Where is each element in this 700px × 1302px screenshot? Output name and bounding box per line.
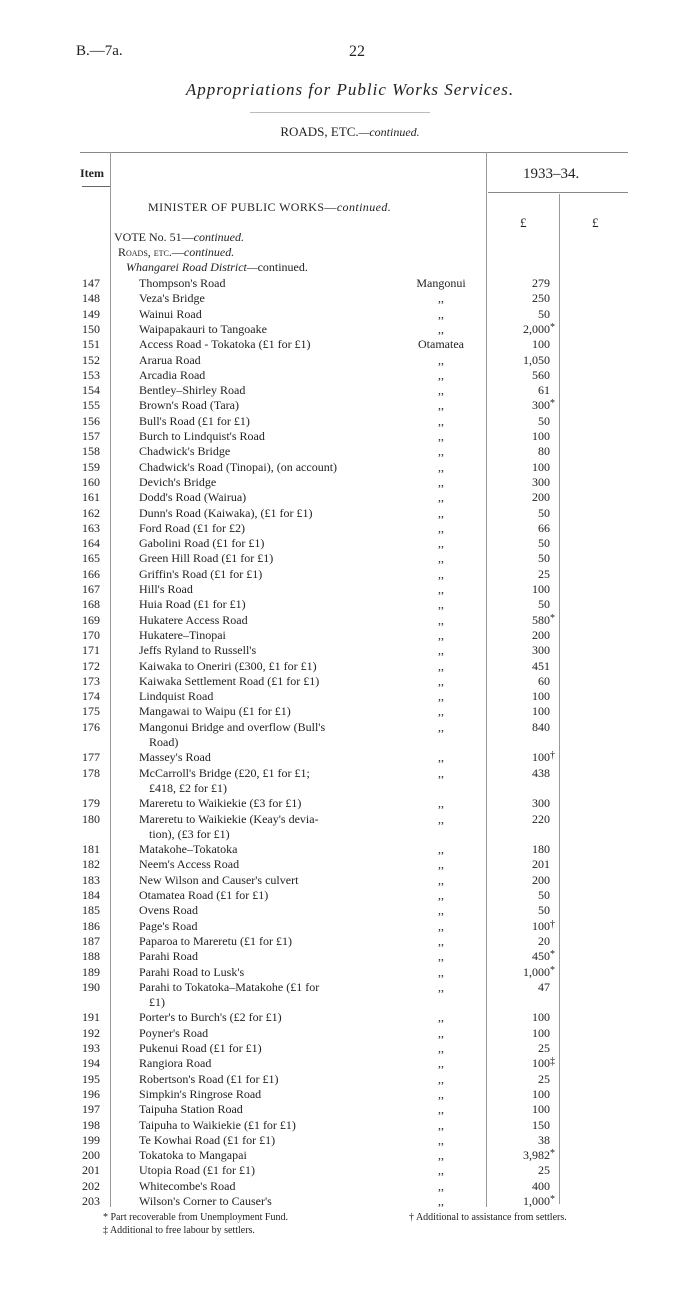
road-district: ,, [438, 1041, 444, 1055]
road-description: Simpkin's Ringrose Road [139, 1086, 262, 1101]
amount-value: 50 [538, 505, 550, 520]
road-description: Page's Road [139, 918, 198, 933]
district-heading [126, 260, 308, 275]
road-district: ,, [438, 566, 444, 581]
amount-value: 50 [538, 903, 550, 918]
road-description: Whitecombe's Road [139, 1178, 236, 1193]
item-number: 155 [82, 398, 100, 413]
item-number: 184 [82, 888, 100, 902]
currency-symbol-col2: £ [592, 215, 599, 230]
district-heading-continued: continued. [257, 260, 308, 274]
section-title-continued: —continued. [358, 125, 420, 139]
road-district: ,, [438, 918, 444, 933]
road-district: ,, [438, 643, 444, 658]
item-number: 165 [82, 551, 100, 566]
item-number: 193 [82, 1041, 100, 1055]
road-district: ,, [438, 857, 444, 872]
item-number: 157 [82, 429, 100, 443]
amount-value: 300 [532, 398, 550, 413]
amount-value: 451 [532, 658, 550, 673]
item-number: 168 [82, 597, 100, 612]
road-district: ,, [438, 1132, 444, 1147]
item-column-header: Item [80, 166, 104, 180]
road-district: ,, [438, 719, 444, 734]
item-number: 154 [82, 383, 100, 398]
road-district: ,, [438, 536, 444, 551]
item-number: 178 [82, 765, 100, 780]
road-district: ,, [438, 872, 444, 887]
road-district: ,, [438, 842, 444, 857]
road-description: New Wilson and Causer's culvert [139, 872, 299, 887]
road-district: ,, [438, 1056, 444, 1071]
amount-value: 50 [538, 413, 550, 428]
vote-heading-continued: continued. [193, 230, 244, 244]
road-description: Kaiwaka to Oneriri (£300, £1 for £1) [139, 658, 317, 673]
road-description: Wainui Road [139, 306, 202, 321]
amount-value: 220 [532, 811, 550, 826]
document-reference: B.—7a. [76, 43, 123, 59]
amount-value: 1,000 [523, 964, 550, 979]
footnote-free-labour: ‡ Additional to free labour by settlers. [103, 1225, 255, 1236]
amount-value: 38 [538, 1132, 550, 1147]
road-district: ,, [438, 352, 444, 367]
item-number: 169 [82, 612, 100, 627]
road-description: Utopia Road (£1 for £1) [139, 1163, 255, 1178]
road-description: Wilson's Corner to Causer's [139, 1194, 272, 1208]
item-number: 175 [82, 704, 100, 719]
amount-value: 580 [532, 612, 550, 627]
footnote-marker: * [550, 964, 555, 976]
road-description: Dunn's Road (Kaiwaka), (£1 for £1) [139, 505, 313, 520]
item-number: 158 [82, 444, 100, 459]
amount-value: 100 [532, 1086, 550, 1101]
item-number: 195 [82, 1071, 100, 1086]
road-district: ,, [438, 1071, 444, 1086]
item-number: 170 [82, 627, 100, 642]
item-column-divider [110, 152, 111, 1207]
road-description: Hukatere–Tinopai [139, 627, 226, 642]
item-number: 147 [82, 276, 100, 290]
amount-value: 1,050 [523, 352, 550, 367]
road-district: ,, [438, 658, 444, 673]
road-district: ,, [438, 474, 444, 489]
road-district: ,, [438, 1178, 444, 1193]
item-number: 156 [82, 413, 100, 428]
item-number: 200 [82, 1148, 100, 1163]
amount-value: 100 [532, 918, 550, 933]
item-number: 197 [82, 1102, 100, 1117]
road-description: Mangawai to Waipu (£1 for £1) [139, 704, 291, 719]
road-description: Chadwick's Road (Tinopai), (on account) [139, 459, 338, 474]
amount-value: 60 [538, 673, 550, 688]
road-description: Bull's Road (£1 for £1) [139, 413, 250, 428]
road-description: Brown's Road (Tara) [139, 398, 239, 413]
item-number: 179 [82, 796, 100, 811]
item-number: 151 [82, 337, 100, 352]
amount-value: 2,000 [523, 321, 550, 336]
amount-value: 100 [532, 1056, 550, 1071]
amount-value: 80 [538, 444, 550, 459]
road-description: Poyner's Road [139, 1025, 209, 1040]
amount-value: 66 [538, 520, 550, 535]
road-description: Green Hill Road (£1 for £1) [139, 551, 274, 566]
item-number: 203 [82, 1194, 100, 1208]
amount-value: 100 [532, 750, 550, 765]
year-header-rule [488, 192, 628, 193]
item-number: 201 [82, 1163, 100, 1178]
amount-value: 47 [538, 979, 550, 994]
road-description: Ovens Road [139, 903, 198, 918]
title-divider [250, 112, 430, 113]
item-number: 167 [82, 582, 100, 596]
item-number: 173 [82, 673, 100, 688]
road-description: Tokatoka to Mangapai [139, 1148, 247, 1163]
item-number: 163 [82, 520, 100, 535]
vote-heading [114, 230, 244, 245]
road-description: Porter's to Burch's (£2 for £1) [139, 1010, 282, 1025]
amount-value: 50 [538, 306, 550, 321]
item-number: 149 [82, 306, 100, 321]
amount-value: 100 [532, 337, 550, 352]
item-number: 148 [82, 291, 100, 306]
amount-value: 20 [538, 933, 550, 948]
road-description: Hukatere Access Road [139, 612, 248, 627]
amount-value: 50 [538, 888, 550, 902]
road-description: Parahi to Tokatoka–Matakohe (£1 for [139, 979, 320, 994]
item-number: 183 [82, 872, 100, 887]
item-number: 162 [82, 505, 100, 520]
road-district: ,, [438, 811, 444, 826]
item-number: 150 [82, 321, 100, 336]
road-district: ,, [438, 1102, 444, 1117]
amount-value: 100 [532, 1010, 550, 1025]
amount-column-divider [486, 152, 487, 1207]
footnote-marker: * [550, 1148, 555, 1160]
item-number: 166 [82, 566, 100, 581]
road-description: Access Road - Tokatoka (£1 for £1) [139, 337, 311, 352]
year-header: 1933–34. [523, 166, 580, 182]
road-description: Thompson's Road [139, 276, 226, 290]
amount-value: 3,982 [523, 1148, 550, 1163]
item-number: 188 [82, 949, 100, 964]
item-number: 171 [82, 643, 100, 658]
road-description: Huia Road (£1 for £1) [139, 597, 246, 612]
road-district: ,, [438, 1163, 444, 1178]
road-description: Paparoa to Mareretu (£1 for £1) [139, 933, 292, 948]
road-district: Mangonui [416, 276, 466, 290]
road-district: ,, [438, 367, 444, 382]
amount-value: 840 [532, 719, 550, 734]
page-number: 22 [349, 43, 365, 60]
amount-value: 300 [532, 643, 550, 658]
amount-value: 150 [532, 1117, 550, 1132]
footnote-marker: * [550, 321, 555, 333]
road-description: Lindquist Road [139, 689, 214, 704]
amount-value: 25 [538, 1071, 550, 1086]
road-district: ,, [438, 888, 444, 902]
road-description-continued: tion), (£3 for £1) [149, 826, 230, 841]
item-number: 174 [82, 689, 100, 704]
item-number: 161 [82, 490, 100, 505]
item-number: 182 [82, 857, 100, 872]
amount-value: 200 [532, 490, 550, 505]
amount-value: 400 [532, 1178, 550, 1193]
road-description: Rangiora Road [139, 1056, 212, 1071]
road-description: Neem's Access Road [139, 857, 240, 872]
road-district: ,, [438, 1086, 444, 1101]
road-description: Parahi Road to Lusk's [139, 964, 245, 979]
road-description: Jeffs Ryland to Russell's [139, 643, 257, 658]
road-district: ,, [438, 612, 444, 627]
road-description: Kaiwaka Settlement Road (£1 for £1) [139, 673, 320, 688]
road-description: Parahi Road [139, 949, 198, 964]
item-number: 194 [82, 1056, 100, 1071]
amount-value: 50 [538, 551, 550, 566]
road-description: Taipuha Station Road [139, 1102, 243, 1117]
section-title-main: ROADS, ETC. [280, 124, 359, 139]
footnote-marker: † [550, 750, 555, 762]
amount-value: 200 [532, 872, 550, 887]
footnote-marker: * [550, 612, 555, 624]
item-number: 199 [82, 1132, 100, 1147]
minister-heading [148, 200, 391, 215]
road-description: Gabolini Road (£1 for £1) [139, 536, 265, 551]
road-description: Bentley–Shirley Road [139, 383, 246, 398]
road-district: ,, [438, 765, 444, 780]
road-description: Matakohe–Tokatoka [139, 842, 238, 857]
road-description-continued: Road) [149, 734, 179, 749]
item-number: 189 [82, 964, 100, 979]
item-number: 185 [82, 903, 100, 918]
currency-column-divider [559, 194, 560, 1204]
road-district: ,, [438, 949, 444, 964]
road-district: ,, [438, 490, 444, 505]
item-number: 172 [82, 658, 100, 673]
road-description: Dodd's Road (Wairua) [139, 490, 247, 505]
road-district: ,, [438, 429, 444, 443]
table-top-rule [80, 152, 628, 153]
footnote-marker: * [550, 398, 555, 410]
item-header-rule [82, 186, 110, 187]
item-number: 177 [82, 750, 100, 765]
page-title: Appropriations for Public Works Services. [185, 80, 515, 99]
road-district: ,, [438, 505, 444, 520]
amount-value: 25 [538, 1041, 550, 1055]
item-number: 181 [82, 842, 100, 857]
footnote-marker: * [550, 949, 555, 961]
road-description: Taipuha to Waikiekie (£1 for £1) [139, 1117, 296, 1132]
road-description: Griffin's Road (£1 for £1) [139, 566, 263, 581]
road-district: ,, [438, 933, 444, 948]
amount-value: 50 [538, 536, 550, 551]
road-district: ,, [438, 903, 444, 918]
item-number: 152 [82, 352, 100, 367]
amount-value: 1,000 [523, 1194, 550, 1208]
item-number: 187 [82, 933, 100, 948]
road-district: ,, [438, 291, 444, 306]
road-district: ,, [438, 321, 444, 336]
footnote-settler-assistance: † Additional to assistance from settlers. [409, 1212, 567, 1223]
road-description: Ararua Road [139, 352, 201, 367]
roads-heading-main: Roads, etc.— [118, 245, 184, 259]
road-district: ,, [438, 597, 444, 612]
road-description: Hill's Road [139, 582, 193, 596]
section-title [0, 124, 700, 140]
amount-value: 100 [532, 689, 550, 704]
footnote-unemployment-fund: * Part recoverable from Unemployment Fund. [103, 1212, 288, 1223]
item-number: 198 [82, 1117, 100, 1132]
road-description: Mareretu to Waikiekie (£3 for £1) [139, 796, 302, 811]
item-number: 164 [82, 536, 100, 551]
amount-value: 180 [532, 842, 550, 857]
footnote-marker: † [550, 918, 555, 930]
road-district: ,, [438, 1148, 444, 1163]
road-district: ,, [438, 459, 444, 474]
road-district: ,, [438, 1025, 444, 1040]
roads-heading [118, 245, 234, 260]
road-description: Mareretu to Waikiekie (Keay's devia- [139, 811, 319, 826]
road-description: Waipapakauri to Tangoake [139, 321, 267, 336]
minister-heading-main: MINISTER OF PUBLIC WORKS— [148, 200, 337, 214]
roads-heading-continued: continued. [183, 245, 235, 259]
road-district: ,, [438, 979, 444, 994]
amount-value: 450 [532, 949, 550, 964]
road-description: McCarroll's Bridge (£20, £1 for £1; [139, 765, 310, 780]
road-district: ,, [438, 1010, 444, 1025]
road-description: Te Kowhai Road (£1 for £1) [139, 1132, 276, 1147]
amount-value: 100 [532, 1025, 550, 1040]
road-district: ,, [438, 704, 444, 719]
item-number: 196 [82, 1086, 100, 1101]
item-number: 153 [82, 367, 100, 382]
road-district: ,, [438, 1117, 444, 1132]
road-district: ,, [438, 383, 444, 398]
footnote-marker: ‡ [550, 1056, 555, 1068]
item-number: 160 [82, 474, 100, 489]
road-description: Devich's Bridge [139, 474, 217, 489]
road-district: ,, [438, 627, 444, 642]
road-description: Burch to Lindquist's Road [139, 429, 265, 443]
road-district: ,, [438, 689, 444, 704]
road-description: Pukenui Road (£1 for £1) [139, 1041, 262, 1055]
road-description: Massey's Road [139, 750, 211, 765]
amount-value: 25 [538, 566, 550, 581]
amount-value: 201 [532, 857, 550, 872]
amount-value: 250 [532, 291, 550, 306]
amount-value: 100 [532, 459, 550, 474]
item-number: 191 [82, 1010, 100, 1025]
item-number: 190 [82, 979, 100, 994]
item-number: 186 [82, 918, 100, 933]
road-district: ,, [438, 796, 444, 811]
amount-value: 50 [538, 597, 550, 612]
road-district: ,, [438, 444, 444, 459]
district-heading-main: Whangarei Road District— [126, 260, 258, 274]
road-description: Ford Road (£1 for £2) [139, 520, 245, 535]
road-description: Mangonui Bridge and overflow (Bull's [139, 719, 326, 734]
road-district: ,, [438, 964, 444, 979]
amount-value: 100 [532, 1102, 550, 1117]
amount-value: 300 [532, 796, 550, 811]
item-number: 192 [82, 1025, 100, 1040]
item-number: 180 [82, 811, 100, 826]
minister-heading-continued: continued. [336, 200, 392, 214]
amount-value: 25 [538, 1163, 550, 1178]
amount-value: 200 [532, 627, 550, 642]
amount-value: 100 [532, 582, 550, 596]
vote-heading-main: VOTE No. 51— [114, 230, 194, 244]
road-description: Arcadia Road [139, 367, 206, 382]
road-district: ,, [438, 750, 444, 765]
road-description-continued: £1) [149, 995, 165, 1010]
footnote-marker: * [550, 1194, 555, 1205]
road-district: ,, [438, 1194, 444, 1208]
road-description-continued: £418, £2 for £1) [149, 780, 227, 795]
road-district: ,, [438, 520, 444, 535]
road-description: Chadwick's Bridge [139, 444, 231, 459]
currency-symbol-col1: £ [520, 215, 527, 230]
amount-value: 279 [532, 276, 550, 290]
road-description: Robertson's Road (£1 for £1) [139, 1071, 279, 1086]
road-district: ,, [438, 306, 444, 321]
road-district: ,, [438, 673, 444, 688]
amount-value: 560 [532, 367, 550, 382]
amount-value: 300 [532, 474, 550, 489]
item-number: 176 [82, 719, 100, 734]
amount-value: 100 [532, 704, 550, 719]
road-district: Otamatea [418, 337, 464, 352]
road-district: ,, [438, 398, 444, 413]
road-description: Otamatea Road (£1 for £1) [139, 888, 269, 902]
amount-value: 100 [532, 429, 550, 443]
amount-value: 61 [538, 383, 550, 398]
road-district: ,, [438, 413, 444, 428]
amount-value: 438 [532, 765, 550, 780]
road-district: ,, [438, 551, 444, 566]
item-number: 159 [82, 459, 100, 474]
road-district: ,, [438, 582, 444, 596]
item-number: 202 [82, 1178, 100, 1193]
road-description: Veza's Bridge [139, 291, 205, 306]
